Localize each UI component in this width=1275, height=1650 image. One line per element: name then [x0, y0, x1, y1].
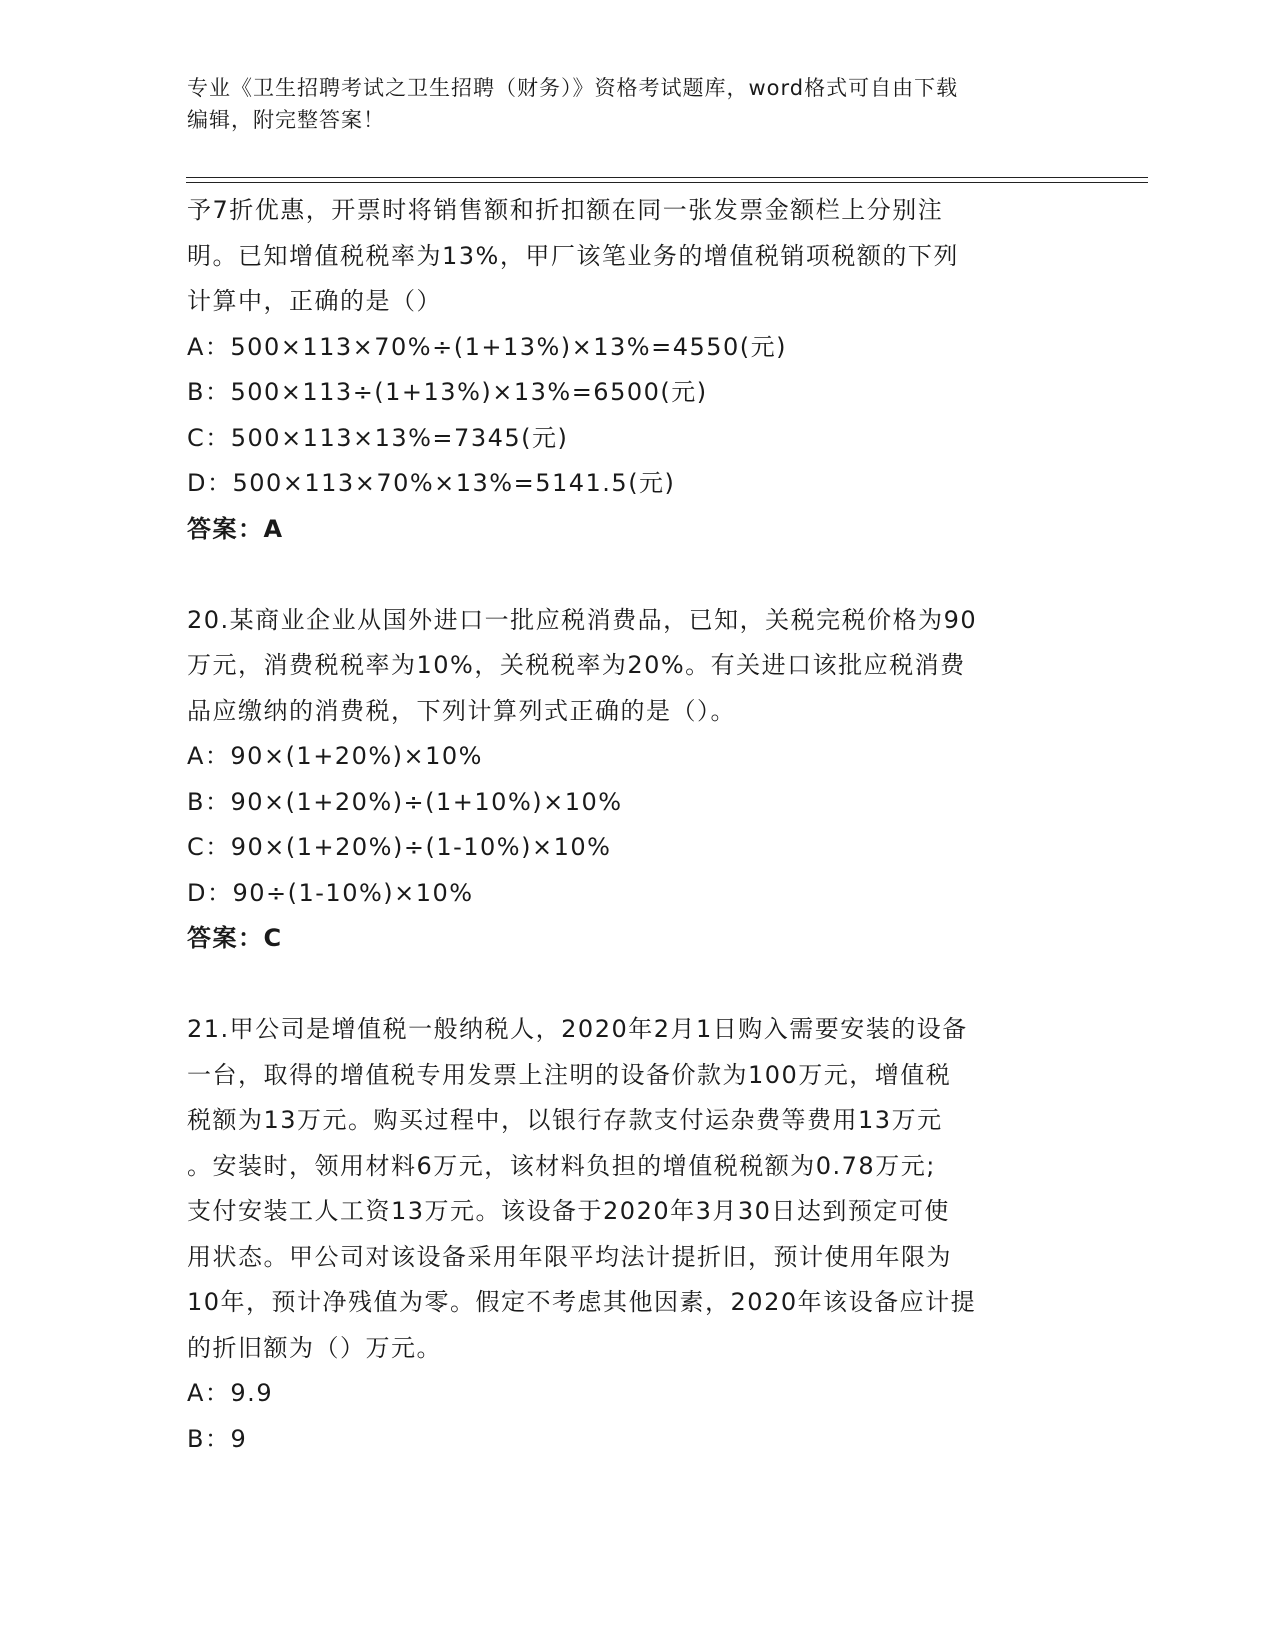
option-a: A：9.9 — [187, 1379, 274, 1407]
question-stem-line: 21.甲公司是增值税一般纳税人，2020年2月1日购入需要安装的设备 — [187, 1015, 968, 1043]
header-divider — [186, 177, 1148, 178]
option-b: B：9 — [187, 1424, 248, 1453]
question-block — [187, 598, 1087, 962]
question-stem-line: 的折旧额为（）万元。 — [187, 1333, 442, 1362]
question-stem-line: 20.某商业企业从国外进口一批应税消费品，已知，关税完税价格为90 — [187, 605, 978, 634]
option-d: D：90÷(1-10%)×10% — [187, 878, 474, 907]
option-c: C：500×113×13%=7345(元) — [187, 423, 569, 452]
spacer — [187, 552, 1087, 598]
answer-line: 答案：A — [187, 514, 284, 543]
header-line: 编辑，附完整答案！ — [187, 108, 385, 132]
question-stem-line: 明。已知增值税税率为13%，甲厂该笔业务的增值税销项税额的下列 — [187, 241, 959, 270]
question-stem-line: 支付安装工人工资13万元。该设备于2020年3月30日达到预定可使 — [187, 1197, 950, 1225]
question-stem-line: 计算中，正确的是（） — [187, 287, 442, 315]
option-d: D：500×113×70%×13%=5141.5(元) — [187, 469, 676, 497]
header-divider — [186, 182, 1148, 183]
option-a: A：500×113×70%÷(1+13%)×13%=4550(元) — [187, 332, 788, 361]
question-stem-line: 10年，预计净残值为零。假定不考虑其他因素，2020年该设备应计提 — [187, 1288, 977, 1316]
question-stem-line: 品应缴纳的消费税，下列计算列式正确的是（）。 — [187, 696, 736, 725]
question-stem-line: 税额为13万元。购买过程中，以银行存款支付运杂费等费用13万元 — [187, 1106, 943, 1134]
question-block — [187, 1007, 1087, 1462]
question-stem-line: 万元，消费税税率为10%，关税税率为20%。有关进口该批应税消费 — [187, 651, 966, 679]
header-line: 专业《卫生招聘考试之卫生招聘（财务）》资格考试题库，word格式可自由下载 — [187, 76, 959, 100]
option-c: C：90×(1+20%)÷(1-10%)×10% — [187, 833, 612, 861]
option-a: A：90×(1+20%)×10% — [187, 742, 483, 770]
spacer — [187, 962, 1087, 1008]
question-stem-line: 予7折优惠，开票时将销售额和折扣额在同一张发票金额栏上分别注 — [187, 196, 944, 224]
option-b: B：90×(1+20%)÷(1+10%)×10% — [187, 787, 623, 816]
document-body — [187, 188, 1087, 1462]
document-header — [187, 72, 1087, 136]
question-stem-line: 一台，取得的增值税专用发票上注明的设备价款为100万元，增值税 — [187, 1060, 952, 1089]
answer-line: 答案：C — [187, 924, 283, 952]
question-stem-line: 用状态。甲公司对该设备采用年限平均法计提折旧，预计使用年限为 — [187, 1242, 952, 1271]
option-b: B：500×113÷(1+13%)×13%=6500(元) — [187, 378, 708, 406]
question-stem-line: 。安装时，领用材料6万元，该材料负担的增值税税额为0.78万元; — [187, 1151, 936, 1180]
question-block — [187, 188, 1087, 552]
